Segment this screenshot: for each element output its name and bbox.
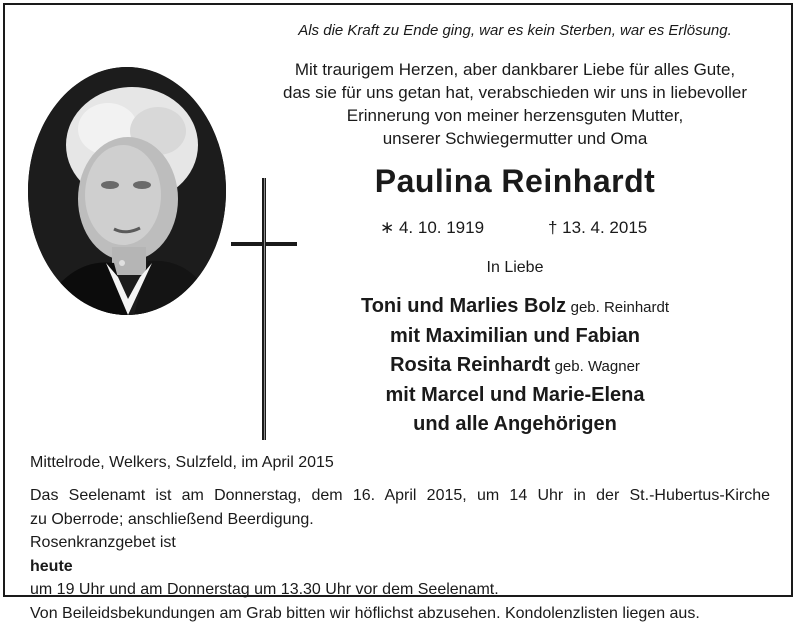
notice-line: [30, 531, 770, 602]
notice-emphasis: heute: [30, 558, 73, 575]
notice-line: Von Beileidsbekundungen am Grab bitten wir höflichst abzusehen. Kondolenzlisten liegen aus.: [30, 602, 770, 625]
mourner-name: Toni und Marlies Bolz: [361, 295, 566, 317]
mourner-row: mit Marcel und Marie-Elena: [250, 381, 780, 410]
mourner-row: [250, 351, 780, 381]
intro-line: Erinnerung von meiner herzensguten Mutter,: [250, 104, 780, 127]
motto-quote: Als die Kraft zu Ende ging, war es kein Sterben, war es Erlösung.: [250, 22, 780, 39]
death-date: † 13. 4. 2015: [548, 218, 647, 238]
mourners-list: [250, 292, 780, 439]
life-dates: [250, 218, 780, 242]
maiden-name-note: geb. Reinhardt: [571, 299, 669, 316]
mourner-row: [250, 292, 780, 322]
intro-text: [250, 58, 780, 150]
notice-text: Rosenkranzgebet ist: [30, 531, 770, 555]
birth-date: ∗ 4. 10. 1919: [380, 218, 484, 238]
deceased-name: Paulina Reinhardt: [250, 163, 780, 200]
maiden-name-note: geb. Wagner: [555, 358, 640, 375]
notice-line: zu Oberrode; anschließend Beerdigung.: [30, 508, 770, 532]
intro-line: unserer Schwiegermutter und Oma: [250, 127, 780, 150]
in-liebe-label: In Liebe: [250, 259, 780, 277]
mourner-row: und alle Angehörigen: [250, 410, 780, 439]
portrait-photo: [28, 67, 226, 315]
mourner-name: Rosita Reinhardt: [390, 354, 550, 376]
notice-text: um 19 Uhr und am Donnerstag um 13.30 Uhr vor dem Seelenamt.: [30, 578, 770, 602]
intro-line: Mit traurigem Herzen, aber dankbarer Liebe für alles Gute,: [250, 58, 780, 81]
place-date: Mittelrode, Welkers, Sulzfeld, im April 2015: [30, 454, 334, 472]
intro-line: das sie für uns getan hat, verabschieden wir uns in liebevoller: [250, 81, 780, 104]
notice-line: Das Seelenamt ist am Donnerstag, dem 16. April 2015, um 14 Uhr in der St.-Hubertus-Kirche: [30, 484, 770, 508]
mourner-row: mit Maximilian und Fabian: [250, 322, 780, 351]
